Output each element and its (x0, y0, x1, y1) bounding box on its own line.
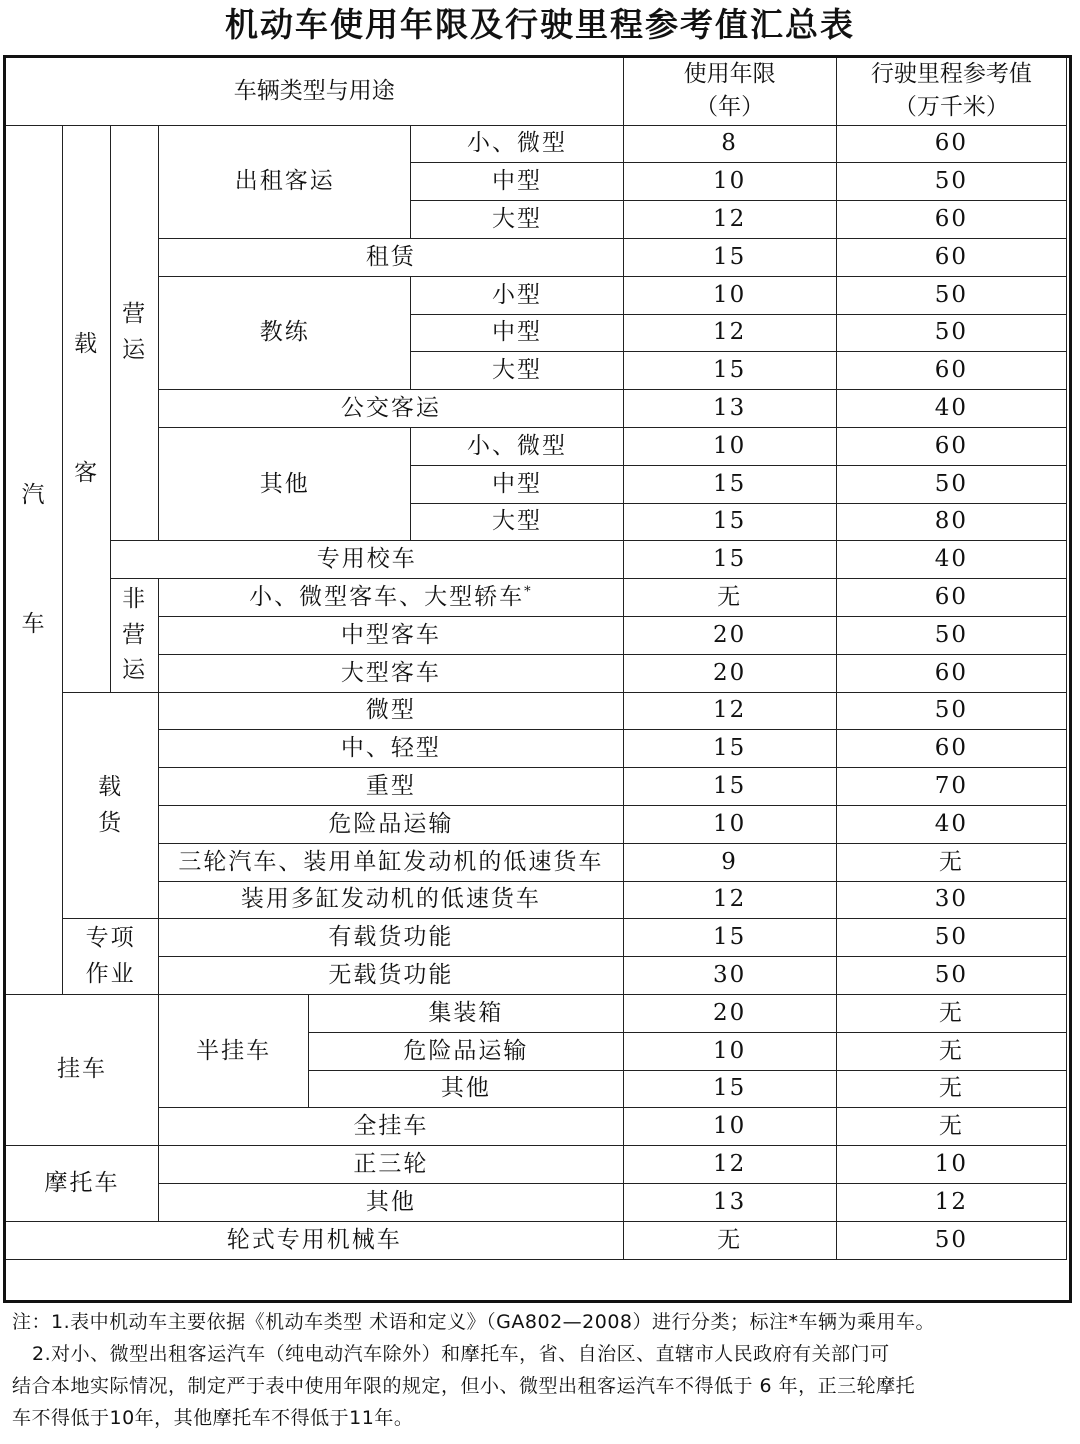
row-years: 9 (623, 843, 836, 881)
row-label: 三轮汽车、装用单缸发动机的低速货车 (159, 843, 623, 881)
header-mileage-label: 行驶里程参考值 (870, 61, 1032, 87)
row-years: 15 (623, 465, 836, 503)
table-row (6, 579, 1067, 617)
row-label: 大型客车 (159, 654, 623, 692)
row-mileage: 无 (836, 843, 1066, 881)
footnotes (12, 1306, 1070, 1434)
row-label: 大型 (411, 201, 623, 239)
note-2-line-2: 结合本地实际情况，制定严于表中使用年限的规定，但小、微型出租客运汽车不得低于 6 年，正三轮摩托 (12, 1375, 916, 1397)
table-row (6, 1108, 1067, 1146)
header-mileage-unit: （万千米） (893, 94, 1009, 121)
table-row (6, 1184, 1067, 1222)
row-mileage: 50 (836, 692, 1066, 730)
group-taxi: 出租客运 (159, 125, 411, 238)
row-mileage: 40 (836, 541, 1066, 579)
row-years: 10 (623, 428, 836, 466)
table-row (6, 730, 1067, 768)
row-label: 其他 (309, 1070, 623, 1108)
row-mileage: 40 (836, 806, 1066, 844)
row-mileage: 60 (836, 579, 1066, 617)
table-row (6, 239, 1067, 277)
group-other: 其他 (159, 428, 411, 541)
row-mileage: 无 (836, 1070, 1066, 1108)
row-label: 小、微型 (411, 125, 623, 163)
row-label-text: 小、微型客车、大型轿车 (249, 584, 525, 610)
row-label: 专用校车 (111, 541, 623, 579)
row-label: 其他 (159, 1184, 623, 1222)
row-mileage: 50 (836, 617, 1066, 655)
row-years: 20 (623, 995, 836, 1033)
row-years: 13 (623, 390, 836, 428)
table-row (6, 428, 1067, 466)
row-label: 大型 (411, 352, 623, 390)
table-row (6, 692, 1067, 730)
row-mileage: 无 (836, 1108, 1066, 1146)
group-car (6, 125, 63, 994)
row-mileage: 50 (836, 1221, 1066, 1259)
table-row (6, 843, 1067, 881)
row-mileage: 50 (836, 276, 1066, 314)
group-motorcycle: 摩托车 (6, 1146, 159, 1222)
row-mileage: 30 (836, 881, 1066, 919)
table-row (6, 1221, 1067, 1259)
row-label: 集装箱 (309, 995, 623, 1033)
group-special (63, 919, 159, 995)
row-years: 20 (623, 654, 836, 692)
group-passenger (63, 125, 111, 692)
header-years-label: 使用年限 (683, 61, 776, 87)
row-label: 轮式专用机械车 (6, 1221, 624, 1259)
row-label: 微型 (159, 692, 623, 730)
row-years: 8 (623, 125, 836, 163)
row-label: 中型 (411, 163, 623, 201)
row-years: 10 (623, 1108, 836, 1146)
table-row (6, 919, 1067, 957)
row-label (159, 579, 623, 617)
table-row (6, 617, 1067, 655)
row-years: 无 (623, 579, 836, 617)
row-label: 中型客车 (159, 617, 623, 655)
row-mileage: 50 (836, 465, 1066, 503)
page-title: 机动车使用年限及行驶里程参考值汇总表 (225, 5, 855, 44)
table-row (6, 995, 1067, 1033)
row-label: 小型 (411, 276, 623, 314)
row-mileage: 50 (836, 163, 1066, 201)
row-label: 有载货功能 (159, 919, 623, 957)
row-years: 15 (623, 1070, 836, 1108)
group-cargo (63, 692, 159, 919)
row-years: 15 (623, 541, 836, 579)
row-label: 中型 (411, 465, 623, 503)
row-label: 小、微型 (411, 428, 623, 466)
row-years: 13 (623, 1184, 836, 1222)
row-mileage: 50 (836, 314, 1066, 352)
header-years-unit: （年） (695, 94, 765, 121)
row-label: 中、轻型 (159, 730, 623, 768)
row-label: 无载货功能 (159, 957, 623, 995)
row-label: 租赁 (159, 239, 623, 277)
table-row (6, 390, 1067, 428)
row-mileage: 无 (836, 995, 1066, 1033)
table-row (6, 768, 1067, 806)
group-noncommercial-label: 非 营 运 (122, 585, 148, 684)
table-row (6, 806, 1067, 844)
row-label: 正三轮 (159, 1146, 623, 1184)
row-mileage: 60 (836, 201, 1066, 239)
row-label: 公交客运 (159, 390, 623, 428)
table-row (6, 957, 1067, 995)
header-mileage (836, 58, 1066, 126)
row-mileage: 80 (836, 503, 1066, 541)
row-label: 危险品运输 (309, 1032, 623, 1070)
table-row (6, 881, 1067, 919)
row-mileage: 12 (836, 1184, 1066, 1222)
row-label: 危险品运输 (159, 806, 623, 844)
row-mileage: 60 (836, 428, 1066, 466)
row-mileage: 60 (836, 125, 1066, 163)
table-row (6, 276, 1067, 314)
row-label: 全挂车 (159, 1108, 623, 1146)
row-years: 无 (623, 1221, 836, 1259)
row-mileage: 60 (836, 239, 1066, 277)
row-years: 12 (623, 1146, 836, 1184)
row-years: 20 (623, 617, 836, 655)
row-mileage: 60 (836, 352, 1066, 390)
row-years: 10 (623, 1032, 836, 1070)
row-years: 12 (623, 314, 836, 352)
group-car-label: 汽 车 (21, 482, 47, 638)
note-2-line-3: 车不得低于10年，其他摩托车不得低于11年。 (12, 1407, 414, 1429)
row-mileage: 50 (836, 957, 1066, 995)
row-years: 10 (623, 276, 836, 314)
row-mileage: 60 (836, 654, 1066, 692)
row-years: 10 (623, 806, 836, 844)
group-semitrailer: 半挂车 (159, 995, 309, 1108)
row-years: 15 (623, 919, 836, 957)
row-mileage: 60 (836, 730, 1066, 768)
group-passenger-label: 载 客 (74, 331, 100, 486)
row-years: 10 (623, 163, 836, 201)
table-row (6, 1146, 1067, 1184)
group-coach: 教练 (159, 276, 411, 389)
row-mileage: 10 (836, 1146, 1066, 1184)
group-cargo-label: 载 货 (98, 773, 124, 836)
header-vehicle-type: 车辆类型与用途 (6, 58, 624, 126)
row-years: 15 (623, 503, 836, 541)
row-label: 装用多缸发动机的低速货车 (159, 881, 623, 919)
row-years: 15 (623, 239, 836, 277)
table-row (6, 125, 1067, 163)
row-mileage: 无 (836, 1032, 1066, 1070)
row-label: 中型 (411, 314, 623, 352)
row-years: 12 (623, 692, 836, 730)
footnote-mark: * (524, 584, 533, 600)
group-commercial-label: 营 运 (122, 301, 148, 364)
group-trailer: 挂车 (6, 995, 159, 1146)
row-years: 30 (623, 957, 836, 995)
group-noncommercial (111, 579, 159, 692)
group-special-label: 专项 作业 (85, 925, 136, 987)
vehicle-table (5, 57, 1067, 1260)
note-2-line-1: 2.对小、微型出租客运汽车（纯电动汽车除外）和摩托车，省、自治区、直辖市人民政府有关部门可 (32, 1343, 890, 1365)
row-years: 15 (623, 730, 836, 768)
row-mileage: 70 (836, 768, 1066, 806)
note-1: 注：1.表中机动车主要依据《机动车类型 术语和定义》（GA802—2008）进行分类；标注*车辆为乘用车。 (12, 1311, 936, 1333)
row-label: 重型 (159, 768, 623, 806)
table-row (6, 541, 1067, 579)
group-commercial (111, 125, 159, 541)
header-row (6, 58, 1067, 126)
row-years: 15 (623, 352, 836, 390)
row-mileage: 40 (836, 390, 1066, 428)
row-years: 12 (623, 881, 836, 919)
row-mileage: 50 (836, 919, 1066, 957)
row-label: 大型 (411, 503, 623, 541)
row-years: 12 (623, 201, 836, 239)
row-years: 15 (623, 768, 836, 806)
table-row (6, 654, 1067, 692)
header-years (623, 58, 836, 126)
